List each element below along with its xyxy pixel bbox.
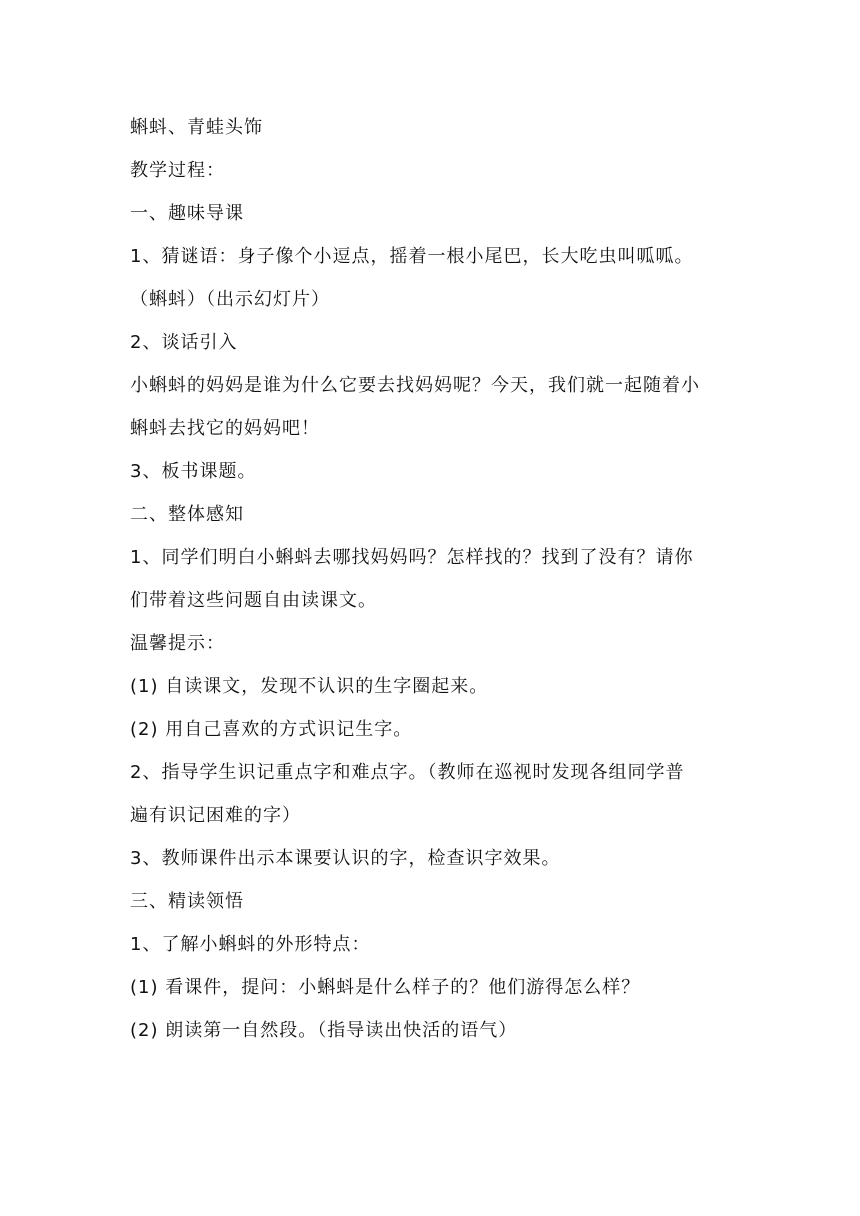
paragraph-line: 2、谈话引入 (130, 332, 238, 353)
section-heading-teaching-process: 教学过程： (130, 160, 225, 181)
document-body (130, 110, 740, 1056)
materials-line: 蝌蚪、青蛙头饰 (130, 117, 263, 138)
paragraph-line: 遍有识记困难的字） (130, 805, 301, 826)
paragraph-line: 1、猜谜语：身子像个小逗点，摇着一根小尾巴，长大吃虫叫呱呱。 (130, 246, 694, 267)
paragraph-line: 1、同学们明白小蝌蚪去哪找妈妈吗？怎样找的？找到了没有？请你 (130, 547, 694, 568)
paragraph-line: 3、板书课题。 (130, 461, 257, 482)
paragraph-line: 们带着这些问题自由读课文。 (130, 590, 377, 611)
paragraph-line: 蝌蚪去找它的妈妈吧！ (130, 418, 320, 439)
paragraph-line: (1) 看课件，提问：小蝌蚪是什么样子的？他们游得怎么样？ (130, 977, 641, 998)
paragraph-line: （蝌蚪）（出示幻灯片） (130, 289, 330, 310)
paragraph-line: (2) 朗读第一自然段。（指导读出快活的语气） (130, 1020, 518, 1041)
section-heading-2: 二、整体感知 (130, 504, 244, 525)
tip-item: (1) 自读课文，发现不认识的生字圈起来。 (130, 676, 489, 697)
paragraph-line: 2、指导学生识记重点字和难点字。（教师在巡视时发现各组同学普 (130, 762, 685, 783)
paragraph-line: 1、了解小蝌蚪的外形特点： (130, 934, 371, 955)
tips-heading: 温馨提示： (130, 633, 225, 654)
section-heading-3: 三、精读领悟 (130, 891, 244, 912)
tip-item: (2) 用自己喜欢的方式识记生字。 (130, 719, 413, 740)
paragraph-line: 3、教师课件出示本课要认识的字，检查识字效果。 (130, 848, 561, 869)
paragraph-line: 小蝌蚪的妈妈是谁为什么它要去找妈妈呢？今天，我们就一起随着小 (130, 375, 700, 396)
section-heading-1: 一、趣味导课 (130, 203, 244, 224)
